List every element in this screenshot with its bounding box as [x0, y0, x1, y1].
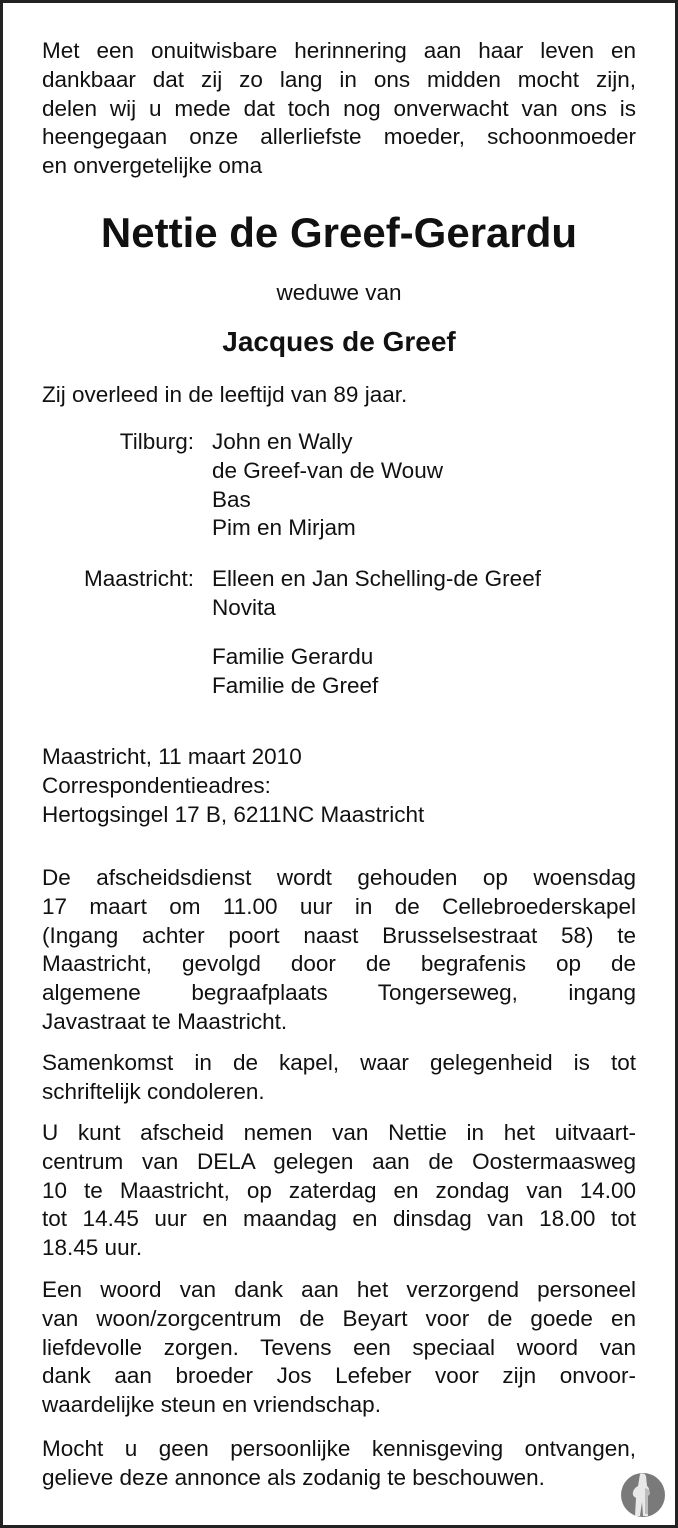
- paragraph-line: tot 14.45 uur en maandag en dinsdag van 18.00 tot: [42, 1206, 636, 1232]
- paragraph-line: van woon/zorgcentrum de Beyart voor de goede en: [42, 1305, 636, 1331]
- age-line: Zij overleed in de leeftijd van 89 jaar.: [42, 382, 408, 407]
- paragraph-line: schriftelijk condoleren.: [42, 1078, 265, 1104]
- notice-paragraph: [42, 1276, 636, 1420]
- dela-logo-icon: [618, 1468, 668, 1518]
- paragraph-line: Samenkomst in de kapel, waar gelegenheid is tot: [42, 1050, 636, 1075]
- paragraph-line: algemene begraafplaats Tongerseweg, ingang: [42, 980, 636, 1006]
- address-line: Correspondentieadres:: [42, 772, 271, 798]
- paragraph-line: De afscheidsdienst wordt gehouden op woensdag: [42, 865, 636, 890]
- paragraph-line: dank aan broeder Jos Lefeber voor zijn onvoor-: [42, 1363, 636, 1389]
- paragraph-line: liefdevolle zorgen. Tevens een speciaal woord van: [42, 1334, 636, 1360]
- paragraph-line: waardelijke steun en vriendschap.: [42, 1392, 381, 1418]
- notice-paragraph: [42, 1049, 636, 1107]
- widow-of-label: weduwe van: [276, 280, 402, 305]
- paragraph-line: Mocht u geen persoonlijke kennisgeving ontvangen,: [42, 1436, 636, 1461]
- paragraph-line: 10 te Maastricht, op zaterdag en zondag van 14.00: [42, 1177, 636, 1203]
- paragraph-line: (Ingang achter poort naast Brusselsestraat 58) te: [42, 922, 636, 948]
- address-line: Maastricht, 11 maart 2010: [42, 744, 302, 769]
- notice-paragraph: [42, 1435, 636, 1493]
- deceased-name: Nettie de Greef-Gerardu: [100, 209, 578, 256]
- intro-paragraph: [42, 37, 636, 181]
- family-names: [212, 565, 541, 623]
- family-name-line: de Greef-van de Wouw: [212, 457, 443, 483]
- intro-line: Met een onuitwisbare herinnering aan haar leven en: [42, 38, 636, 63]
- family-place-label: Tilburg:: [119, 429, 194, 454]
- family-name-line: John en Wally: [212, 429, 353, 454]
- family-name-line: Pim en Mirjam: [212, 515, 356, 541]
- address-line: Hertogsingel 17 B, 6211NC Maastricht: [42, 801, 425, 827]
- paragraph-line: U kunt afscheid nemen van Nettie in het uitvaart-: [42, 1120, 636, 1145]
- paragraph-line: 17 maart om 11.00 uur in de Cellebroederskapel: [42, 893, 636, 919]
- intro-line: en onvergetelijke oma: [42, 153, 263, 179]
- intro-line: dankbaar dat zij zo lang in ons midden mocht zijn,: [42, 66, 636, 92]
- family-name-line: Elleen en Jan Schelling-de Greef: [212, 566, 541, 591]
- family-names: [212, 428, 443, 543]
- notice-paragraph: [42, 1119, 636, 1263]
- intro-line: delen wij u mede dat toch nog onverwacht van ons is: [42, 95, 636, 121]
- family-name-line: Familie Gerardu: [212, 644, 374, 669]
- family-name-line: Familie de Greef: [212, 672, 379, 698]
- paragraph-line: Javastraat te Maastricht.: [42, 1008, 288, 1034]
- spouse-name: Jacques de Greef: [222, 326, 456, 357]
- paragraph-line: Een woord van dank aan het verzorgend personeel: [42, 1277, 636, 1302]
- intro-line: heengegaan onze allerliefste moeder, schoonmoeder: [42, 124, 636, 150]
- paragraph-line: 18.45 uur.: [42, 1235, 143, 1261]
- family-name-line: Novita: [212, 594, 276, 620]
- family-name-line: Bas: [212, 486, 251, 512]
- family-names: [212, 643, 378, 701]
- family-place-label: Maastricht:: [83, 566, 194, 591]
- address-block: [42, 743, 636, 829]
- notice-paragraph: [42, 864, 636, 1037]
- paragraph-line: centrum van DELA gelegen aan de Oostermaasweg: [42, 1148, 636, 1174]
- paragraph-line: Maastricht, gevolgd door de begrafenis op de: [42, 951, 636, 977]
- paragraph-line: gelieve deze annonce als zodanig te beschouwen.: [42, 1464, 545, 1490]
